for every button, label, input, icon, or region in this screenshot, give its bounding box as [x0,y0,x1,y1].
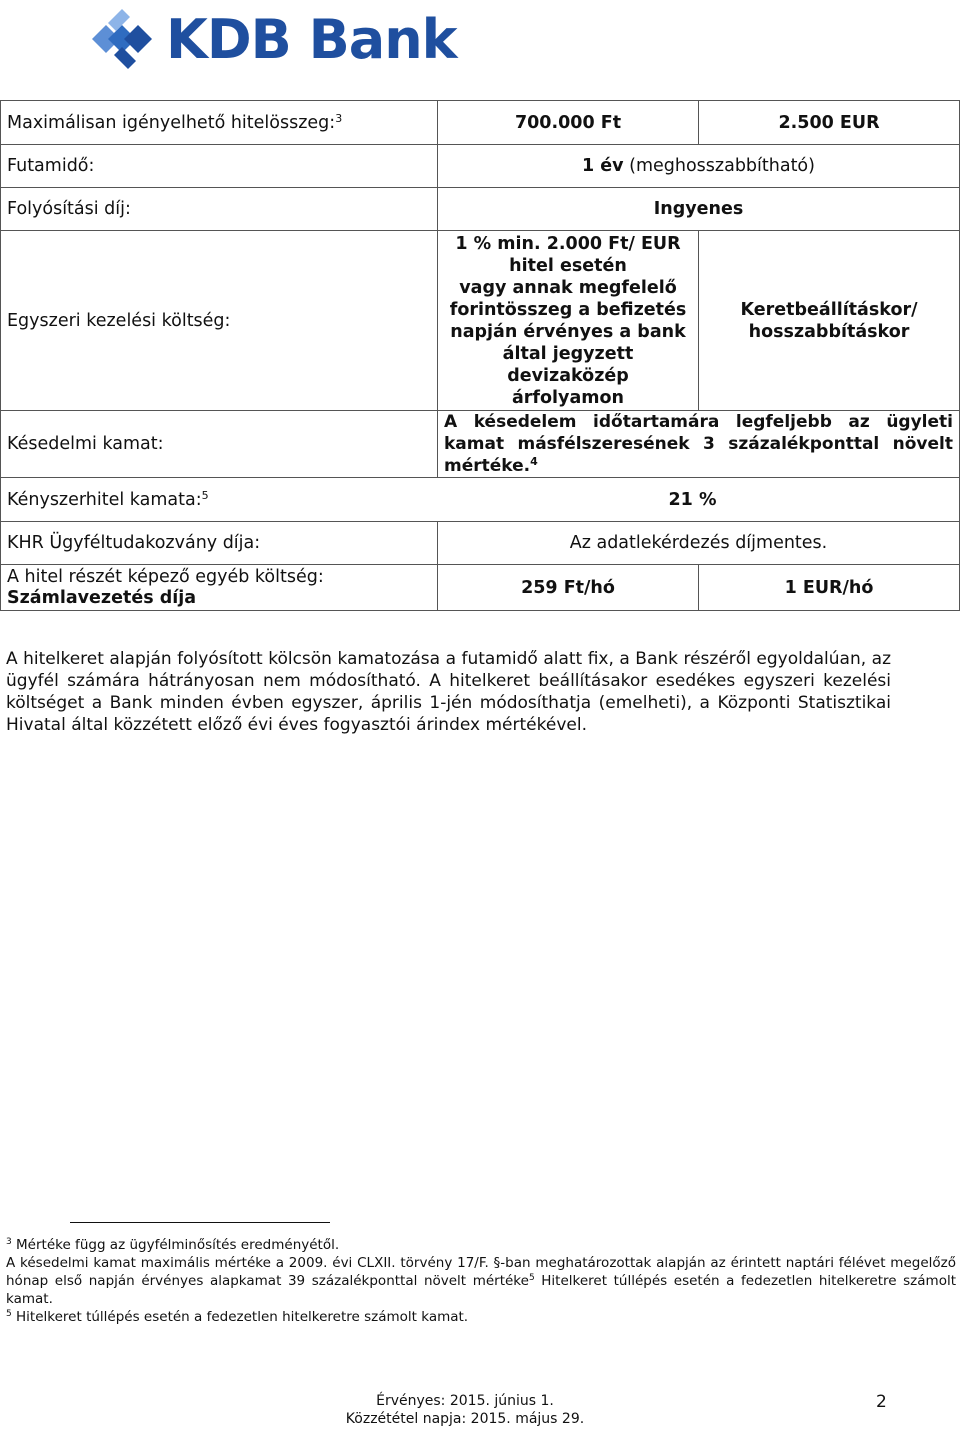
table-row [1,411,960,478]
kdb-bank-logo [86,6,457,72]
term-value: 1 év (meghosszabbítható) [438,145,960,188]
footnote-4: A késedelmi kamat maximális mértéke a 2009. évi CLXII. törvény 17/F. §-ban meghatározottak alapján az érintett naptári félévet megelőző hónap első napján érvényes alapkamat 39 százalékponttal növelt mértéke$^5$ Hitelkeret túllépés esetén a fedezetlen hitelkeretre számolt kamat. [6,1255,956,1307]
brand-name: KDB Bank [166,7,457,71]
page-number: 2 [876,1392,887,1412]
max-loan-huf: 700.000 Ft [438,101,699,145]
footnote-ref: 3 [335,111,343,125]
account-fee-label: A hitel részét képező egyéb költség: Számlavezetés díja [1,565,438,611]
handling-fee-label: Egyszeri kezelési költség: [1,231,438,411]
handling-fee-huf: 1 % min. 2.000 Ft/ EUR hitel esetén vagy annak megfelelő forintösszeg a befizetés napján érvényes a bank által jegyzett devizaközép árfolyamon [438,231,699,411]
account-fee-huf: 259 Ft/hó [438,565,699,611]
max-loan-label: Maximálisan igényelhető hitelösszeg:$^3$ [1,101,438,145]
interest-paragraph: A hitelkeret alapján folyósított kölcsön kamatozása a futamidő alatt fix, a Bank részéről egyoldalúan, az ügyfél számára hátrányosan nem módosítható. A hitelkeret beállításakor esedékes egyszeri kezelési költséget a Bank minden évben egyszer, április 1-jén módosíthatja (emelheti), a Központi Statisztikai Hivatal által közzétett előző évi éves fogyasztói árindex mértékével. [6,649,891,735]
term-label: Futamidő: [1,145,438,188]
table-row [1,478,960,522]
khr-fee-label: KHR Ügyféltudakozvány díja: [1,522,438,565]
disbursement-fee-value: Ingyenes [438,188,960,231]
late-interest-value: A késedelem időtartamára legfeljebb az ügyleti kamat másfélszeresének 3 százalékponttal növelt mértéke.$^4$ [438,411,960,478]
table-row [1,101,960,145]
disbursement-fee-label: Folyósítási díj: [1,188,438,231]
table-row [1,145,960,188]
handling-fee-eur: Keretbeállításkor/ hosszabbításkor [699,231,960,411]
forced-loan-label: Kényszerhitel kamata:$^5$ [1,478,699,522]
late-interest-label: Késedelmi kamat: [1,411,438,478]
footnotes [6,1236,956,1326]
footnote-5: $^5$ Hitelkeret túllépés esetén a fedezetlen hitelkeretre számolt kamat. [6,1309,469,1325]
account-fee-eur: 1 EUR/hó [699,565,960,611]
footnote-divider [70,1222,330,1223]
publish-date: Közzététel napja: 2015. május 29. [345,1411,585,1427]
max-loan-eur: 2.500 EUR [699,101,960,145]
khr-fee-value: Az adatlekérdezés díjmentes. [438,522,960,565]
valid-date: Érvényes: 2015. június 1. [376,1393,554,1409]
table-row [1,522,960,565]
footnote-3: $^3$ Mértéke függ az ügyfélminősítés eredményétől. [6,1237,340,1253]
conditions-table [0,100,960,611]
kdb-logo-icon [86,7,158,71]
table-row [1,188,960,231]
forced-loan-value: 21 % [669,478,930,522]
table-row [1,565,960,611]
page-footer [300,1392,630,1428]
table-row [1,231,960,411]
footnote-ref: 4 [530,455,538,468]
footnote-ref: 5 [201,488,209,502]
